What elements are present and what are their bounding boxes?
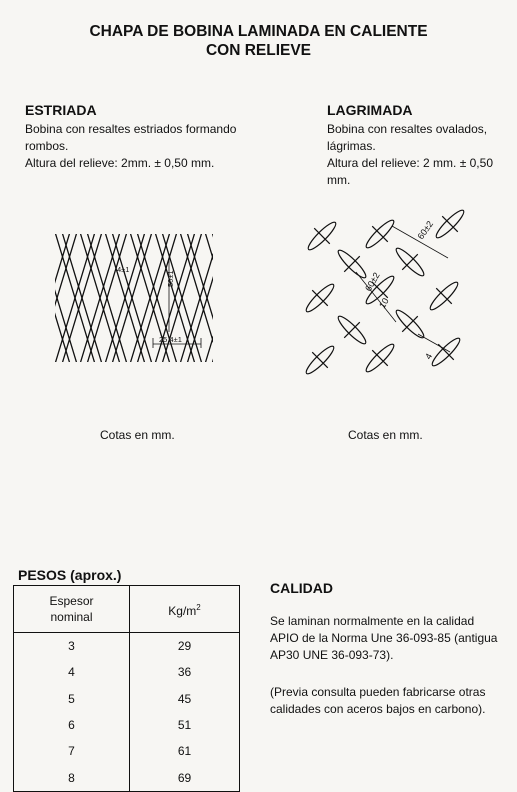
kgm2-cell: 29 (130, 633, 240, 660)
kgm2-cell: 45 (130, 686, 240, 712)
table-row (14, 764, 240, 791)
dimension-label: 60±2 (415, 219, 436, 242)
tear-shape (331, 309, 373, 351)
tear-shape (300, 339, 341, 381)
calidad-paragraph-1: Se laminan normalmente en la calidad APIO de la Norma Une 36-093-85 (antigua AP30 UNE 36-093-73). (270, 614, 498, 662)
tear-shape (301, 215, 343, 257)
lagrimada-caption: Cotas en mm. (348, 428, 423, 442)
espesor-cell: 6 (14, 712, 130, 738)
estriada-pattern-drawing (55, 232, 215, 364)
pesos-heading: PESOS (aprox.) (18, 567, 122, 583)
tear-shape (389, 303, 431, 345)
lagrimada-heading: LAGRIMADA (327, 102, 413, 118)
espesor-cell: 5 (14, 686, 130, 712)
estriada-line-2: rombos. (25, 139, 69, 153)
lagrimada-line-2: lágrimas. (327, 139, 376, 153)
table-row (14, 686, 240, 712)
kgm2-cell: 51 (130, 712, 240, 738)
lagrimada-pattern-drawing (300, 206, 472, 386)
column-header-espesor: Espesor nominal (14, 586, 130, 633)
title-line-1: CHAPA DE BOBINA LAMINADA EN CALIENTE (89, 23, 428, 40)
tear-shape (359, 213, 401, 255)
kgm2-cell: 61 (130, 738, 240, 764)
tear-shape (423, 275, 465, 317)
dimension-label: 25,4±1 (159, 335, 182, 344)
table-row (14, 659, 240, 685)
title-line-2: CON RELIEVE (205, 42, 312, 59)
estriada-description (25, 121, 236, 172)
table-row (14, 738, 240, 764)
tear-shape (331, 243, 373, 285)
espesor-cell: 7 (14, 738, 130, 764)
kgm2-cell: 69 (130, 764, 240, 791)
espesor-cell: 4 (14, 659, 130, 685)
table-row (14, 712, 240, 738)
estriada-line-3: Altura del relieve: 2mm. ± 0,50 mm. (25, 156, 215, 170)
dimension-label: 50±1 (166, 270, 175, 287)
calidad-paragraph-2: (Previa consulta pueden fabricarse otras calidades con aceros bajos en carbono). (270, 685, 486, 716)
estriada-heading: ESTRIADA (25, 102, 97, 118)
dimension-label: 4 (423, 351, 435, 361)
lagrimada-description (327, 121, 517, 189)
espesor-cell: 8 (14, 764, 130, 791)
tear-shape (429, 206, 471, 245)
dimension-label: 10 (377, 296, 391, 310)
dimension-label: 4±1 (117, 265, 130, 274)
tear-shape (300, 277, 341, 319)
estriada-caption: Cotas en mm. (100, 428, 175, 442)
table-row (14, 633, 240, 660)
tear-shape (389, 241, 431, 283)
lagrimada-line-1: Bobina con resaltes ovalados, (327, 122, 488, 136)
espesor-cell: 3 (14, 633, 130, 660)
kgm2-cell: 36 (130, 659, 240, 685)
calidad-heading: CALIDAD (270, 580, 333, 596)
estriada-line-1: Bobina con resaltes estriados formando (25, 122, 237, 136)
dimension-label: 60±2 (363, 270, 382, 293)
column-header-kgm2: $Kg/m^2$ (130, 586, 240, 633)
page-title (0, 22, 517, 60)
tear-shape (425, 331, 467, 373)
table-header-row (14, 586, 240, 633)
lagrimada-line-3: Altura del relieve: 2 mm. ± 0,50 mm. (327, 156, 493, 187)
weights-table (13, 585, 240, 792)
